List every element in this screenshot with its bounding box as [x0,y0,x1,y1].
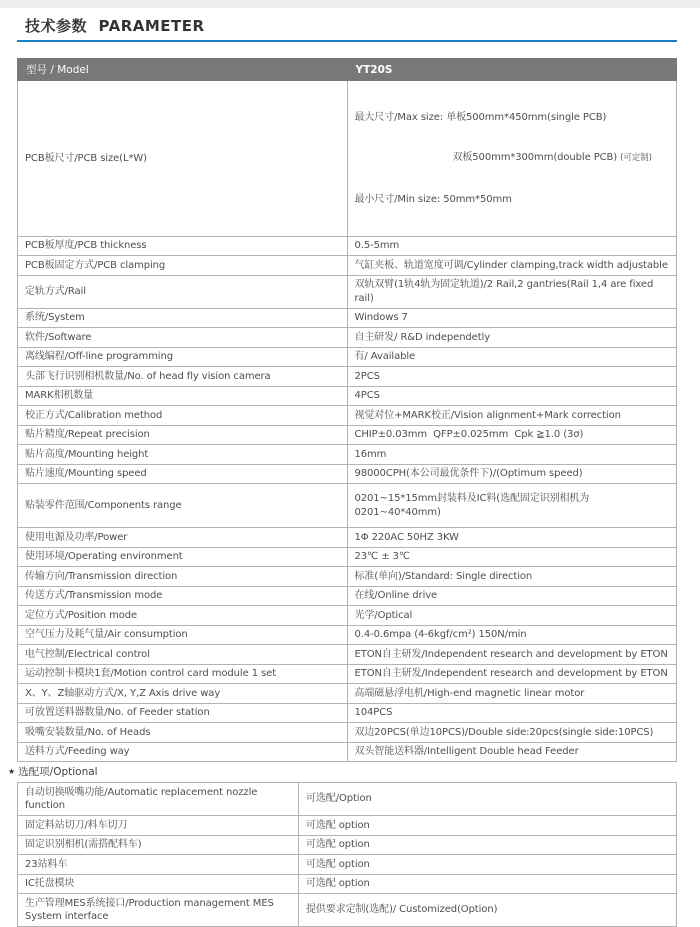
row-value: 0.5-5mm [347,236,677,256]
table-row [18,742,677,762]
row-label: 定位方式/Position mode [18,606,348,626]
row-value: ETON自主研发/Independent research and development by ETON [347,664,677,684]
table-row [18,275,677,308]
pcb-max-size-line [355,111,670,125]
row-value: 4PCS [347,386,677,406]
row-value: 98000CPH(本公司最优条件下)/(Optimum speed) [347,464,677,484]
table-row [18,425,677,445]
table-row-pcb-size [18,81,677,237]
row-value: 可选配 option [299,874,677,894]
row-label: 贴片速度/Mounting speed [18,464,348,484]
row-value: 双头智能送料器/Intelligent Double head Feeder [347,742,677,762]
title-underline [17,40,677,42]
row-label: PCB板尺寸/PCB size(L*W) [18,81,348,237]
row-label: 离线编程/Off-line programming [18,347,348,367]
row-value: 1Φ 220AC 50HZ 3KW [347,528,677,548]
pcb-max-single: 单板500mm*450mm(single PCB) [446,111,607,123]
row-label: 空气压力及耗气量/Air consumption [18,625,348,645]
table-row [18,894,677,927]
pcb-max-double-line [355,151,670,166]
row-value: 16mm [347,445,677,465]
table-row [18,445,677,465]
row-value: 可选配 option [299,835,677,855]
table-row [18,664,677,684]
table-row [18,703,677,723]
row-label: X、Y、Z轴驱动方式/X, Y,Z Axis drive way [18,684,348,704]
row-label: 贴片高度/Mounting height [18,445,348,465]
row-label: 贴片精度/Repeat precision [18,425,348,445]
row-value: 可选配/Option [299,783,677,816]
table-row [18,347,677,367]
row-label: 可放置送料器数量/No. of Feeder station [18,703,348,723]
star-icon: ★ [8,767,16,776]
table-row [18,328,677,348]
table-row [18,606,677,626]
optional-section-title: 选配项/Optional [18,766,98,778]
row-value: 视觉对位+MARK校正/Vision alignment+Mark correction [347,406,677,426]
row-value: 高端磁悬浮电机/High-end magnetic linear motor [347,684,677,704]
row-value: ETON自主研发/Independent research and development by ETON [347,645,677,665]
page-top-edge [0,0,700,8]
row-label: 使用环境/Operating environment [18,547,348,567]
table-row [18,684,677,704]
row-label: 吸嘴安装数量/No. of Heads [18,723,348,743]
row-value [347,81,677,237]
row-label: IC托盘模块 [18,874,299,894]
pcb-min-prefix: 最小尺寸/Min size: [354,193,441,205]
table-row [18,835,677,855]
row-label: MARK相机数量 [18,386,348,406]
table-row [18,783,677,816]
table-row [18,484,677,528]
row-value: 在线/Online drive [347,586,677,606]
table-row [18,464,677,484]
row-label: 固定识别相机(需搭配料车) [18,835,299,855]
table-row [18,547,677,567]
pcb-max-prefix: 最大尺寸/Max size: [354,111,444,123]
table-row [18,236,677,256]
row-label: 传送方式/Transmission mode [18,586,348,606]
table-row [18,367,677,387]
row-label: 头部飞行识别相机数量/No. of head fly vision camera [18,367,348,387]
row-value: 104PCS [347,703,677,723]
row-value: 2PCS [347,367,677,387]
row-label: 贴装零件范围/Components range [18,484,348,528]
model-header-label: 型号 / Model [18,59,348,81]
table-row [18,855,677,875]
row-label: 生产管理MES系统接口/Production management MES System interface [18,894,299,927]
table-header-row [18,59,677,81]
optional-section-label [8,765,700,779]
row-value: CHIP±0.03mm QFP±0.025mm Cpk ≧1.0 (3σ) [347,425,677,445]
table-row [18,406,677,426]
table-row [18,308,677,328]
pcb-min-value: 50mm*50mm [443,193,512,205]
pcb-max-double: 双板500mm*300mm(double PCB) [452,152,618,163]
row-value: 可选配 option [299,816,677,836]
row-label: 使用电源及功率/Power [18,528,348,548]
pcb-min-size-line [355,193,670,207]
model-header-value: YT20S [347,59,677,81]
page-title-en: PARAMETER [98,17,205,35]
row-value: 自主研发/ R&D independetly [347,328,677,348]
row-label: PCB板厚度/PCB thickness [18,236,348,256]
row-value: 可选配 option [299,855,677,875]
row-value: 0201~15*15mm封装料及IC料(选配固定识别相机为0201~40*40mm) [347,484,677,528]
row-value: 提供要求定制(选配)/ Customized(Option) [299,894,677,927]
row-value: 双边20PCS(单边10PCS)/Double side:20pcs(single side:10PCS) [347,723,677,743]
row-label: 23站料车 [18,855,299,875]
row-value: 23℃ ± 3℃ [347,547,677,567]
row-label: 自动切换吸嘴功能/Automatic replacement nozzle function [18,783,299,816]
table-row [18,874,677,894]
table-row [18,567,677,587]
row-label: 送料方式/Feeding way [18,742,348,762]
pcb-customizable-note: (可定制) [620,153,652,163]
title-row [25,14,700,38]
table-row [18,625,677,645]
table-row [18,723,677,743]
row-label: 软件/Software [18,328,348,348]
page-title [25,14,700,38]
row-label: 电气控制/Electrical control [18,645,348,665]
table-row [18,528,677,548]
row-label: 固定料站切刀/料车切刀 [18,816,299,836]
row-label: 传输方向/Transmission direction [18,567,348,587]
row-label: PCB板固定方式/PCB clamping [18,256,348,276]
row-value: 光学/Optical [347,606,677,626]
row-value: 0.4-0.6mpa (4-6kgf/cm²) 150N/min [347,625,677,645]
table-row [18,586,677,606]
row-value: 标准(单向)/Standard: Single direction [347,567,677,587]
table-row [18,645,677,665]
table-row [18,386,677,406]
row-label: 校正方式/Calibration method [18,406,348,426]
table-row [18,256,677,276]
table-row [18,816,677,836]
page-title-zh: 技术参数 [25,17,88,35]
row-value: 气缸夹板、轨道宽度可调/Cylinder clamping,track width adjustable [347,256,677,276]
row-value: 双轨双臂(1轨4轨为固定轨道)/2 Rail,2 gantries(Rail 1,4 are fixed rail) [347,275,677,308]
row-label: 运动控制卡模块1套/Motion control card module 1 set [18,664,348,684]
optional-table [17,782,677,927]
row-value: Windows 7 [347,308,677,328]
parameter-table [17,58,677,762]
row-label: 系统/System [18,308,348,328]
row-value: 有/ Available [347,347,677,367]
row-label: 定轨方式/Rail [18,275,348,308]
